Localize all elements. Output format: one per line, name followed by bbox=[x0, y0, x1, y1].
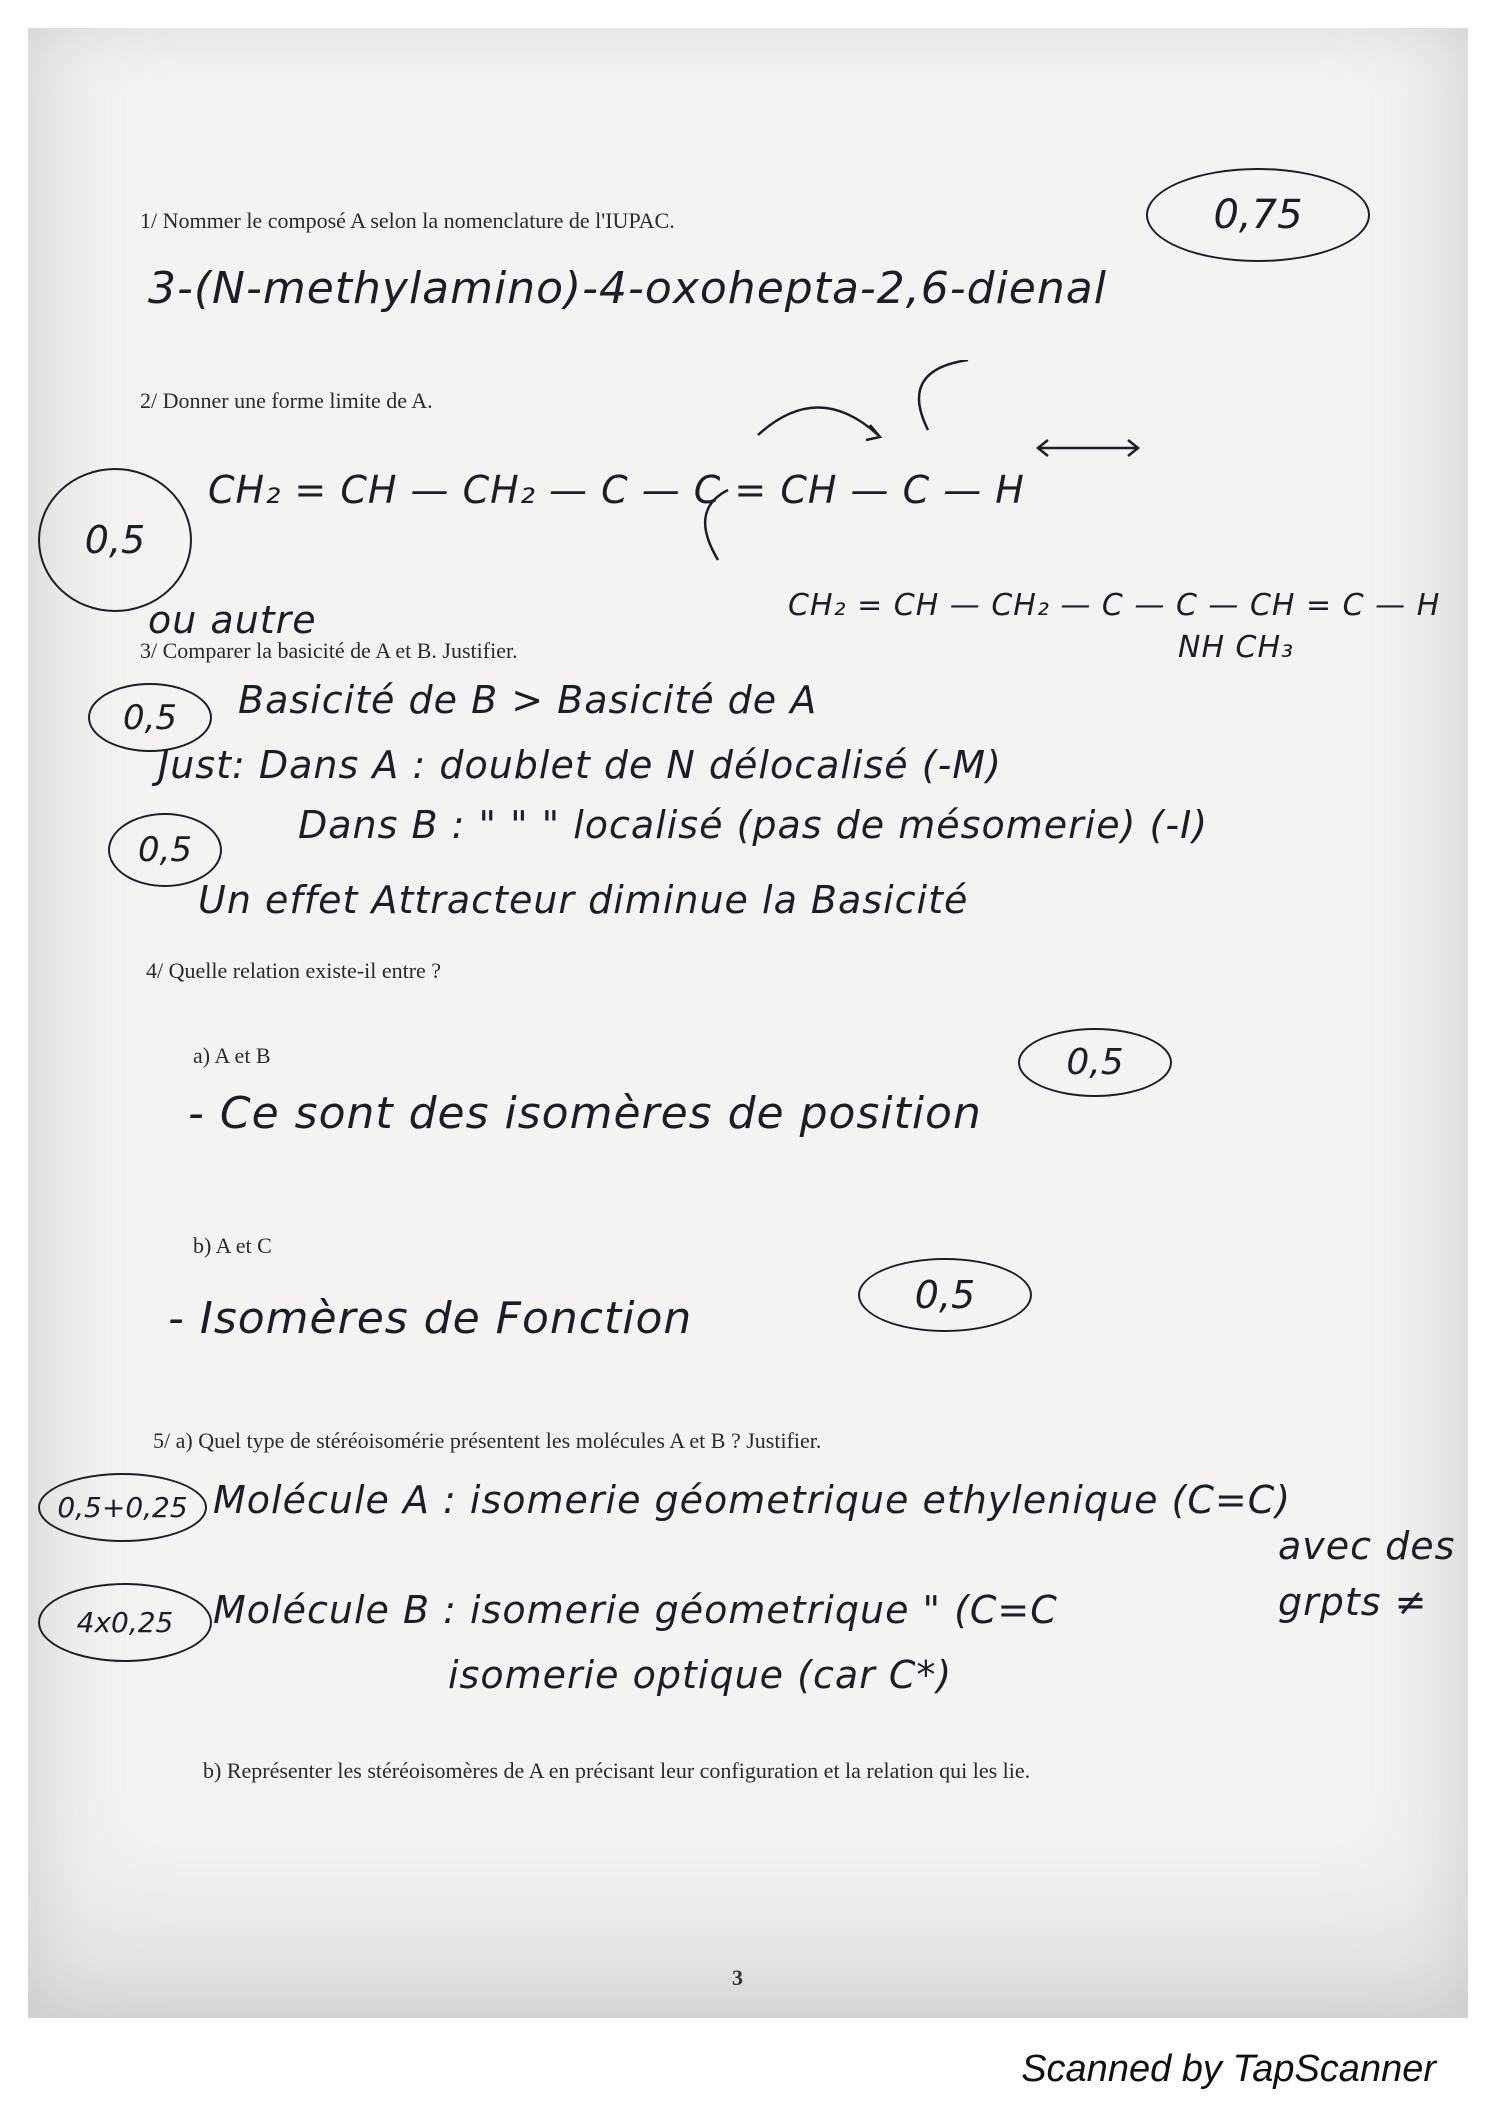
question-4: 4/ Quelle relation existe-il entre ? bbox=[146, 958, 442, 983]
answer-5-line-1: Molécule A : isomerie géometrique ethylenique (C=C) bbox=[213, 1478, 1292, 1522]
score-3b: 0,5 bbox=[108, 813, 222, 887]
mesomery-arrows bbox=[28, 360, 1468, 620]
answer-1: 3-(N-methylamino)-4-oxohepta-2,6-dienal bbox=[148, 263, 1107, 314]
scanner-footer: Scanned by TapScanner bbox=[1021, 2048, 1436, 2090]
answer-3-line-4: Un effet Attracteur diminue la Basicité bbox=[198, 878, 969, 922]
question-4b: b) A et C bbox=[193, 1233, 272, 1258]
question-5b: b) Représenter les stéréoisomères de A en précisant leur configuration et la relation qui les lie. bbox=[203, 1758, 1031, 1783]
curved-arrow-2 bbox=[919, 360, 968, 430]
score-1: 0,75 bbox=[1146, 168, 1370, 262]
answer-5-line-3: isomerie optique (car C*) bbox=[448, 1653, 953, 1697]
exam-sheet bbox=[28, 28, 1468, 2018]
answer-5-side-note: avec des grpts ≠ bbox=[1278, 1524, 1456, 1624]
question-4a: a) A et B bbox=[193, 1043, 271, 1068]
answer-4b: - Isomères de Fonction bbox=[168, 1293, 693, 1344]
answer-3-line-2: Just: Dans A : doublet de N délocalisé (-M) bbox=[158, 743, 1002, 787]
curved-arrow-1 bbox=[758, 408, 878, 436]
score-5a: 0,5+0,25 bbox=[38, 1473, 207, 1542]
answer-3-line-3: Dans B : " " " localisé (pas de mésomerie) (-I) bbox=[298, 803, 1209, 847]
question-3: 3/ Comparer la basicité de A et B. Justifier. bbox=[140, 638, 518, 663]
answer-5-line-2: Molécule B : isomerie géometrique " (C=C bbox=[213, 1588, 1058, 1632]
question-1: 1/ Nommer le composé A selon la nomenclature de l'IUPAC. bbox=[140, 208, 675, 233]
score-4b: 0,5 bbox=[858, 1258, 1032, 1332]
answer-2-structure-right: CH₂ = CH — CH₂ — C — C — CH = C — H bbox=[788, 588, 1441, 623]
score-5b: 4x0,25 bbox=[38, 1583, 212, 1662]
score-4a: 0,5 bbox=[1018, 1028, 1172, 1097]
score-3a: 0,5 bbox=[88, 683, 212, 752]
page-number: 3 bbox=[732, 1965, 743, 1990]
score-2: 0,5 bbox=[38, 468, 192, 612]
question-2: 2/ Donner une forme limite de A. bbox=[140, 388, 433, 413]
answer-3-line-1: Basicité de B > Basicité de A bbox=[238, 678, 818, 722]
question-5a: 5/ a) Quel type de stéréoisomérie présentent les molécules A et B ? Justifier. bbox=[153, 1428, 822, 1453]
answer-2-structure-left: CH₂ = CH — CH₂ — C — C = CH — C — H bbox=[208, 468, 1025, 512]
answer-4a: - Ce sont des isomères de position bbox=[188, 1088, 982, 1139]
answer-2-nh-group: NH CH₃ bbox=[1178, 630, 1295, 665]
curved-arrow-3 bbox=[705, 490, 728, 560]
answer-2-note: ou autre bbox=[148, 598, 317, 642]
